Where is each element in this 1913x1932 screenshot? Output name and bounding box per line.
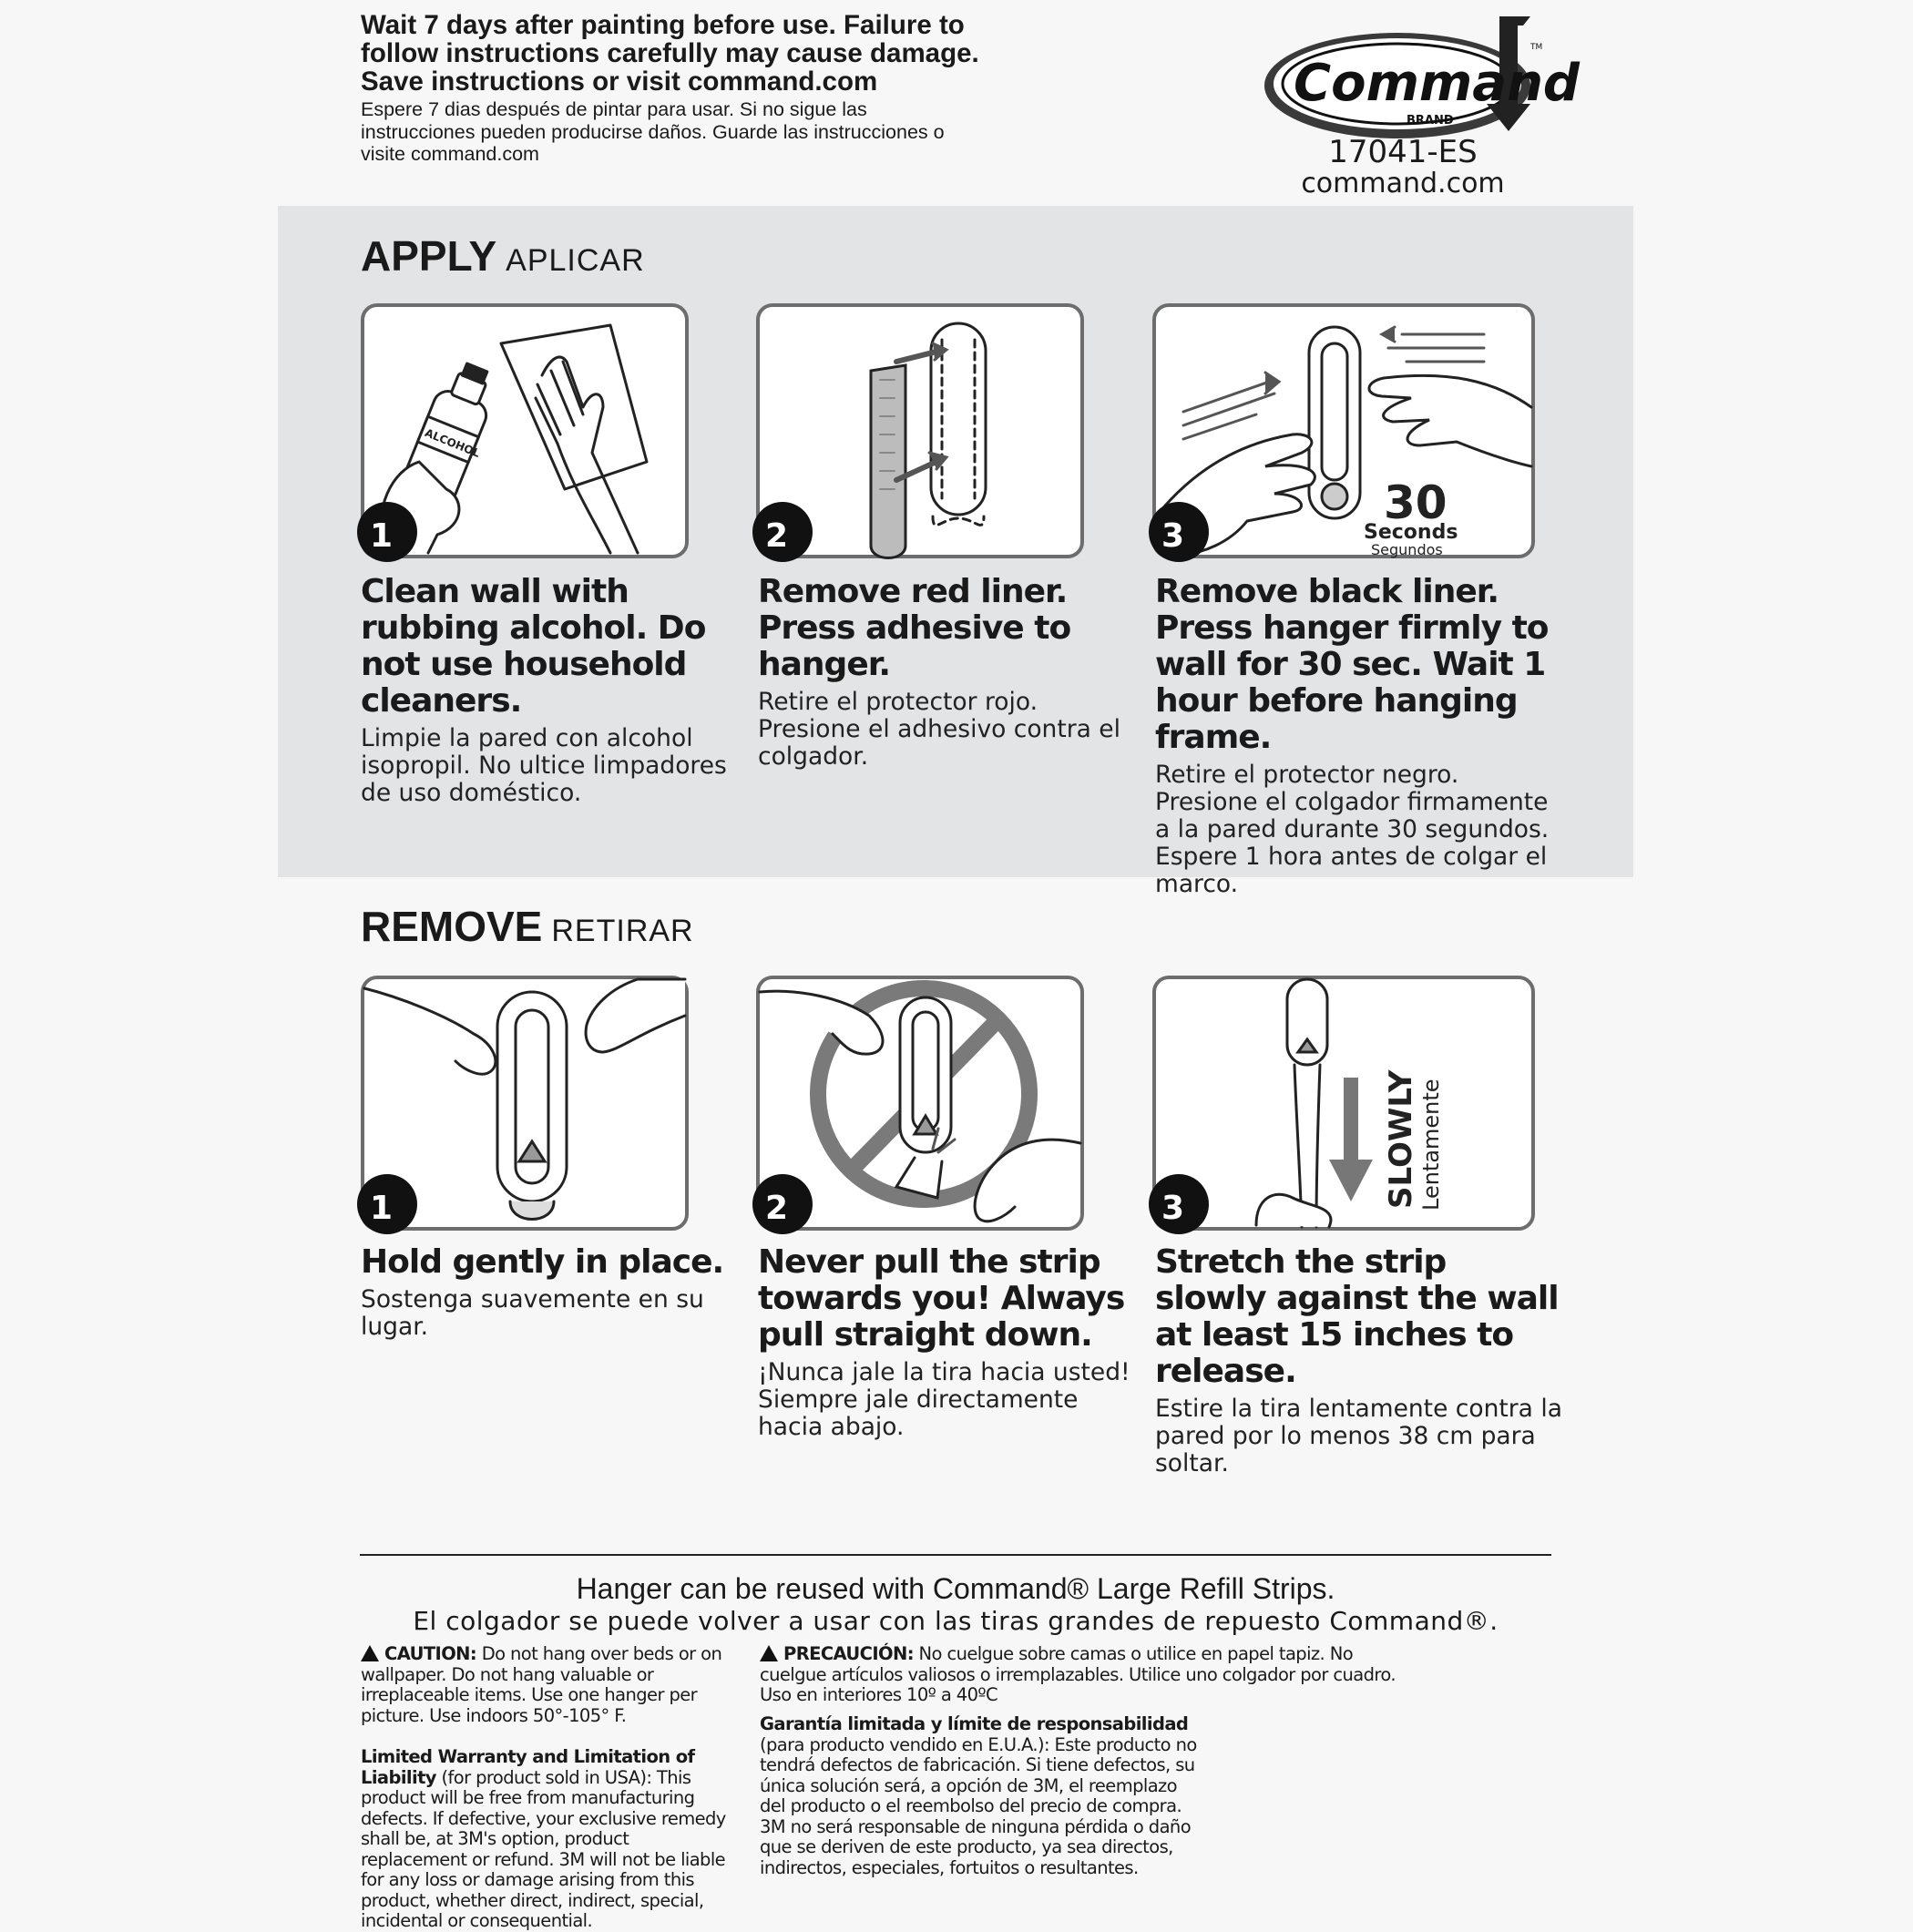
apply-step-1-es: Limpie la pared con alcohol isopropil. No ultice limpadores de uso doméstico.	[361, 724, 727, 807]
model-number: 17041-ES	[1328, 134, 1478, 170]
step-number-badge: 2	[752, 1174, 813, 1234]
garantia-text: (para producto vendido en E.U.A.): Este producto no tendrá defectos de fabricación. Si tiene defectos, su única solución será, a opción de 3M, el reemplazo del producto o el reembolso del precio de compra. 3M no será responsable de ninguna pérdida o daño que se deriven de este producto, ya sea directos, indirectos, especiales, fortuitos o resultantes.	[760, 1733, 1197, 1878]
step-number-badge: 1	[357, 1174, 417, 1234]
slowly-label-en: SLOWLY	[1383, 1069, 1419, 1209]
reuse-note-es: El colgador se puede volver a usar con las tiras grandes de repuesto Command®.	[413, 1606, 1499, 1636]
remove-step-3-illustration	[1152, 976, 1535, 1231]
timer-seconds-en: Seconds	[1364, 521, 1458, 544]
remove-step-2-illustration	[756, 976, 1084, 1231]
step-number-badge: 1	[357, 502, 417, 562]
command-logo	[1261, 13, 1581, 140]
precaucion-block	[760, 1643, 1416, 1706]
apply-step-2-text	[758, 574, 1141, 771]
warranty-label: Limited Warranty and Limitation of Liability	[361, 1746, 695, 1788]
remove-step-1-text	[361, 1244, 743, 1341]
warranty-text: (for product sold in USA): This product will be free from manufacturing defects. If defective, your exclusive remedy shall be, at 3M's option, product replacement or refund. 3M will not be liable for any loss or damage arising from this product, whether direct, indirect, special, incidental or consequential.	[361, 1766, 726, 1931]
garantia-block	[760, 1714, 1206, 1878]
apply-step-3-es: Retire el protector negro. Presione el colgador firmamente a la pared durante 30 segundos. Espere 1 hora antes de colgar el marco.	[1155, 761, 1550, 898]
remove-step-3-es: Estire la tira lentamente contra la pared por lo menos 38 cm para soltar.	[1155, 1395, 1562, 1477]
apply-step-3-text	[1155, 574, 1565, 898]
precaucion-label: PRECAUCIÓN:	[783, 1643, 914, 1664]
precaucion-text: No cuelgue sobre camas o utilice en papel tapiz. No cuelgue artículos valiosos o irremplazables. Utilice uno colgador por cuadro. Uso en interiores 10º a 40ºC	[760, 1643, 1396, 1705]
warning-icon	[760, 1645, 778, 1661]
apply-step-2-illustration	[756, 303, 1084, 558]
website: command.com	[1301, 168, 1505, 199]
remove-step-1-es: Sostenga suavemente en su lugar.	[361, 1285, 704, 1341]
step-number-badge: 3	[1149, 502, 1209, 562]
remove-title-es: RETIRAR	[551, 914, 694, 948]
divider	[360, 1554, 1551, 1556]
reuse-note-en: Hanger can be reused with Command® Large Refill Strips.	[576, 1572, 1335, 1605]
warning-es: Espere 7 dias después de pintar para usar. Si no sigue las instrucciones pueden producirse daños. Guarde las instrucciones o visite command.com	[361, 98, 945, 165]
remove-step-2-en: Never pull the strip towards you! Always pull straight down.	[758, 1243, 1125, 1354]
apply-title-en: APPLY	[361, 232, 497, 280]
remove-step-2-text	[758, 1244, 1141, 1441]
apply-step-3-en: Remove black liner. Press hanger firmly to wall for 30 sec. Wait 1 hour before hanging frame.	[1155, 573, 1549, 756]
apply-step-3-illustration	[1152, 303, 1535, 558]
step-number-badge: 2	[752, 502, 813, 562]
caution-block	[361, 1643, 734, 1726]
warranty-block	[361, 1747, 734, 1932]
remove-step-1-en: Hold gently in place.	[361, 1243, 724, 1281]
apply-title-es: APLICAR	[506, 243, 645, 278]
logo-tm: TM	[1530, 43, 1543, 52]
caution-label: CAUTION:	[384, 1643, 477, 1664]
garantia-label: Garantía limitada y límite de responsabilidad	[760, 1713, 1189, 1734]
warning-en: Wait 7 days after painting before use. Failure to follow instructions carefully may cause damage. Save instructions or visit command.com	[361, 10, 979, 97]
remove-heading	[361, 902, 694, 951]
remove-step-2-es: ¡Nunca jale la tira hacia usted! Siempre jale directamente hacia abajo.	[758, 1358, 1130, 1441]
step-number-badge: 3	[1149, 1174, 1209, 1234]
apply-step-2-en: Remove red liner. Press adhesive to hanger.	[758, 573, 1071, 683]
timer-seconds-es: Segundos	[1371, 541, 1443, 558]
caution-text: Do not hang over beds or on wallpaper. Do not hang valuable or irreplaceable items. Use one hanger per picture. Use indoors 50°-105° F.	[361, 1643, 722, 1726]
apply-step-1-text	[361, 574, 743, 807]
apply-heading	[361, 231, 645, 281]
logo-wordmark: Command	[1294, 54, 1581, 113]
apply-step-1-en: Clean wall with rubbing alcohol. Do not use household cleaners.	[361, 573, 706, 720]
apply-step-2-es: Retire el protector rojo. Presione el adhesivo contra el colgador.	[758, 688, 1120, 771]
remove-step-1-illustration	[361, 976, 689, 1231]
remove-title-en: REMOVE	[361, 903, 543, 950]
apply-step-1-illustration	[361, 303, 689, 558]
warning-icon	[361, 1645, 379, 1661]
remove-step-3-text	[1155, 1244, 1565, 1477]
slowly-label-es: Lentamente	[1418, 1078, 1444, 1211]
logo-brand-sub: BRAND	[1407, 114, 1454, 128]
remove-step-3-en: Stretch the strip slowly against the wall at least 15 inches to release.	[1155, 1243, 1559, 1390]
timer-number: 30	[1384, 476, 1448, 529]
alcohol-label: ALCOHOL	[423, 425, 482, 460]
